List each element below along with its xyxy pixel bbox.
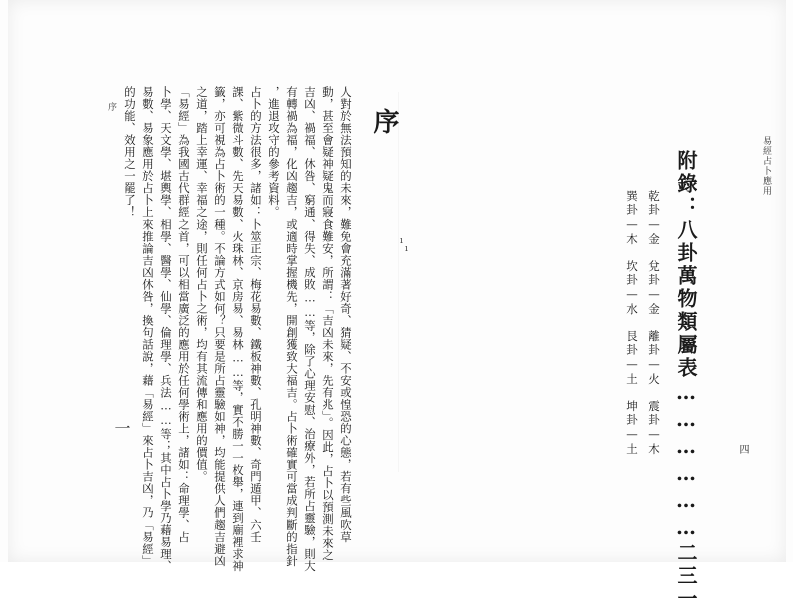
paragraph-column: 「易經」為我國古代群經之首，可以相當廣泛的應用於任何學術上，諸如：命理學、占 (177, 86, 191, 543)
paragraph-column: ，進退攻守的參考資料。 (267, 86, 281, 219)
paragraph-column: 的功能、效用之一罷了！ (123, 86, 137, 219)
paragraph-column: 課、紫微斗數、先天易數、火珠林、京房易、易林……等，實不勝一一枚舉，連到廟裡求神 (231, 86, 245, 572)
scan-mark: ı (405, 244, 408, 254)
paragraph-column: 吉凶、禍福、休咎、窮通、得失、成敗……等，除了心理安慰、治療外，若所占靈驗，則大 (303, 86, 317, 572)
scan-mark: ı (400, 236, 403, 246)
paragraph-column: 有轉禍為福，化凶趨吉，或適時掌握機先，開創獲致大福吉。占卜術確實可當成判斷的指針 (285, 86, 299, 567)
running-header-left: 序 (106, 102, 116, 111)
paragraph-column: 人對於無法預知的未來，難免會充滿著好奇、猜疑、不安或惶恐的心態，若有些風吹草 (339, 86, 353, 543)
paragraph-column: 動，甚至會疑神疑鬼而寢食難安，所謂：「吉凶未來，先有兆」。因此，占卜以預測未來之 (321, 86, 335, 562)
hexagram-column-1: 乾卦—金 兌卦—金 離卦—火 震卦—木 (647, 190, 661, 457)
gutter (398, 92, 399, 472)
paragraph-column: 占卜的方法很多，諸如：卜筮正宗、梅花易數、鐵板神數、孔明神數、奇門遁甲、六壬 (249, 86, 263, 543)
paragraph-column: 易數、易象應用於占卜上來推論吉凶休咎，換句話說，藉「易經」來占卜吉凶，乃「易經」 (141, 86, 155, 567)
appendix-title: 附錄：八卦萬物類屬表………………二三一 (674, 150, 698, 611)
section-title: 序 (369, 108, 399, 134)
hexagram-column-2: 巽卦—木 坎卦—水 艮卦—土 坤卦—土 (625, 190, 639, 457)
page-number-right: 四 (737, 444, 748, 454)
page-edge-shadow (8, 0, 786, 562)
paragraph-column: 之道，踏上幸運、幸福之途，則任何占卜之術，均有其流傳和應用的價值。 (195, 86, 209, 483)
paragraph-column: 卜學、天文學、堪輿學、相學、醫學、仙學、倫理學、兵法……等；其中占卜學乃藉易理、 (159, 86, 173, 572)
paragraph-column: 籤，亦可視為占卜術的一種。不論方式如何？只要是所占靈驗如神，均能提供人們趨吉避凶 (213, 86, 227, 567)
running-header-right: 易經占卜應用 (761, 136, 771, 196)
page-number-left: 一 (112, 420, 131, 436)
